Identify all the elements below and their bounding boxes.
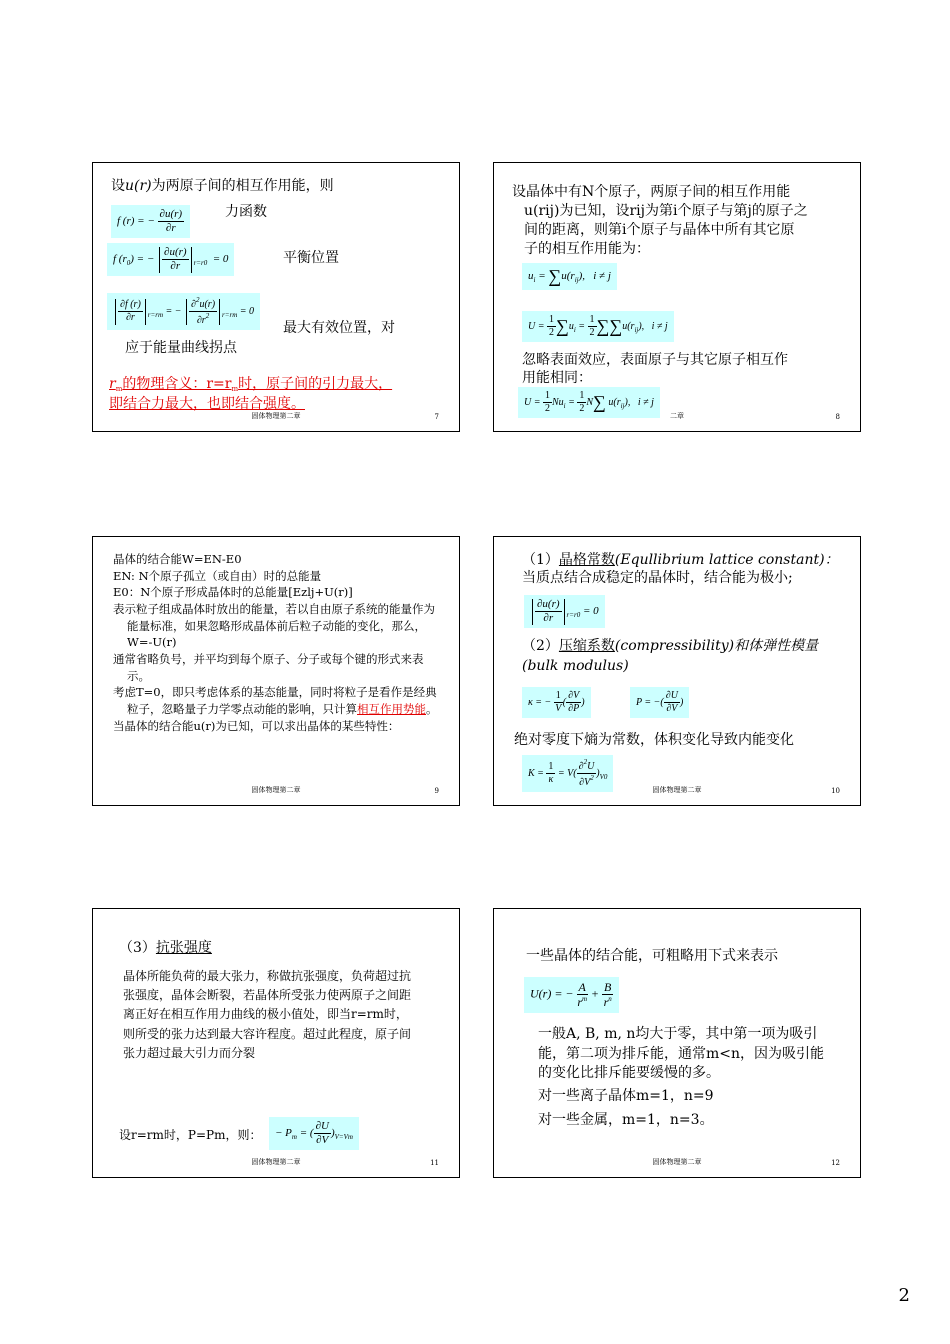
slide8-p2: u(rij)为已知，设rij为第i个原子与第j的原子之: [524, 203, 808, 219]
coefficients-note: 一般A, B, m, n均大于零，其中第一项为吸引能，第二项为排斥能，通常m<n，因为吸引能的变化比排斥能要缓慢的多。: [538, 1026, 825, 1082]
slide-footer: 固体物理第二章: [652, 786, 702, 794]
en-def: EN: N个原子孤立（或自由）时的总能量: [113, 568, 322, 583]
slide-footer: 固体物理第二章: [251, 412, 301, 420]
metal-note: 对一些金属，m=1，n=3。: [538, 1112, 714, 1128]
slide-12: [493, 908, 861, 1178]
slide-10: [493, 536, 861, 806]
binding-energy-def: 晶体的结合能W=EN-E0: [113, 552, 242, 566]
slide-number: 11: [430, 1159, 439, 1167]
total-u-formula: U = $\frac{1}{2}$ $\sum u_i$ = $\frac{1}{2}$ $\sum\sum u(r_{ij})$, i ≠ j: [522, 311, 674, 342]
properties-intro: 当晶体的结合能u(r)为已知，可以求出晶体的某些特性：: [113, 718, 400, 733]
max-force-label: 最大有效位置，对: [283, 320, 395, 336]
slide-footer: 固体物理第二章: [251, 786, 301, 794]
slide-footer: 固体物理第二章: [251, 1158, 301, 1166]
compressibility-heading: （2）压缩系数(compressibility)和体弹性模量: [522, 638, 819, 654]
max-force-label-2: 应于能量曲线拐点: [125, 340, 237, 356]
force-formula: f (r) = − $\frac{\partial u(r)}{\partial r}$: [111, 205, 190, 238]
t0-assumption: 考虑T=0，即只考虑体系的基态能量，同时将粒子是看作是经典粒子，忽略量子力学零点动能的影响，只计算相互作用势能。: [113, 685, 438, 717]
entropy-note: 绝对零度下熵为常数，体积变化导致内能变化: [514, 732, 794, 748]
ui-formula: $u_i = \sum u(r_{ij})$, i ≠ j: [522, 263, 617, 290]
lattice-constant-heading: （1）晶格常数(Equllibrium lattice constant)：: [522, 552, 839, 568]
equilibrium-formula: f $(r_0)$ = − $\frac{\partial u(r)}{\partial r}$ $_{r=r0}$ = 0: [107, 243, 234, 276]
tensile-strength-body: 晶体所能负荷的最大张力，称做抗张强度，负荷超过抗张强度，晶体会断裂，若晶体所受张力使两原子之间距离正好在相互作用力曲线的极小值处，即当r=rm时，则所受的张力达到最大容许程度。超过此程度，原子间张力超过最大引力而分裂: [123, 969, 412, 1060]
slide-9: [92, 536, 460, 806]
bulk-modulus-formula: K = $\frac{1}{\kappa}$ = V( $\frac{\partial^2U}{\partial V^2}$ )$_{V0}$: [522, 755, 613, 792]
slide-7: [92, 162, 460, 432]
slide9-body: [113, 551, 438, 734]
equilibrium-label: 平衡位置: [283, 250, 339, 266]
slide7-intro: 设u(r)为两原子间的相互作用能，则: [111, 178, 334, 194]
binding-energy-formula: U(r) = − $\frac{A}{r^m}$ + $\frac{B}{r^n}$: [524, 977, 619, 1013]
page-number: 2: [898, 1285, 910, 1306]
sign-convention: 通常省略负号，并平均到每个原子、分子或每个键的形式来表示。: [113, 652, 424, 683]
inflection-formula: $\frac{\partial f (r)}{\partial r}$ $_{r=rm}$ = − $\frac{\partial^2u(r)}{\partial r^2}$ $_{r=rm}$ = 0: [107, 293, 260, 330]
slide-8: [493, 162, 861, 432]
slide-number: 10: [831, 787, 840, 795]
tensile-strength-heading: （3）抗张强度: [119, 940, 212, 956]
slide8-p1: 设晶体中有N个原子，两原子间的相互作用能: [512, 184, 791, 200]
physical-meaning-2: 即结合力最大，也即结合强度。: [109, 396, 305, 412]
slide8-p6: 用能相同：: [522, 370, 592, 386]
energy-meaning: 表示粒子组成晶体时放出的能量，若以自由原子系统的能量作为能量标准，如果忽略形成晶体前后粒子动能的变化，那么， W=-U(r): [113, 602, 435, 650]
slide12-intro: 一些晶体的结合能，可粗略用下式来表示: [526, 948, 778, 964]
pressure-formula: P = −( $\frac{\partial U}{\partial V}$ ): [630, 687, 689, 718]
force-label: 力函数: [225, 204, 267, 220]
slide-number: 7: [434, 413, 439, 421]
ionic-crystal-note: 对一些离子晶体m=1，n=9: [538, 1088, 714, 1104]
kappa-formula: κ = − $\frac{1}{V}$ ( $\frac{\partial V}{\partial P}$ ): [522, 687, 591, 718]
u-nu-formula: U = $\frac{1}{2}$ $Nu_i$ = $\frac{1}{2}$ N∑ $u(r_{ij})$, i ≠ j: [518, 387, 660, 418]
tensile-formula: − $P_m$ = ( $\frac{\partial U}{\partial V}$ )$_{V=Vm}$: [269, 1117, 359, 1150]
lattice-formula: $\frac{\partial u(r)}{\partial r}$ $_{r=r0}$ = 0: [524, 595, 605, 628]
slide8-p4: 子的相互作用能为：: [524, 241, 650, 257]
slide-number: 8: [835, 413, 840, 421]
physical-meaning: $r_m$的物理含义：$r=r_m$时，原子间的引力最大，: [109, 376, 393, 393]
slide-footer: 二章: [670, 412, 684, 420]
tensile-condition: 设r=rm时，P=Pm，则：: [119, 1128, 262, 1142]
slide-footer: 固体物理第二章: [652, 1158, 702, 1166]
slide-number: 9: [434, 787, 439, 795]
slide-number: 12: [831, 1159, 840, 1167]
slide8-p5: 忽略表面效应，表面原子与其它原子相互作: [522, 352, 788, 368]
lattice-constant-desc: 当质点结合成稳定的晶体时，结合能为极小;: [522, 570, 793, 586]
bulk-modulus-term: (bulk modulus): [522, 658, 629, 674]
slide8-p3: 间的距离，则第i个原子与晶体中所有其它原: [524, 222, 795, 238]
slide-11: [92, 908, 460, 1178]
e0-def: E0：N个原子形成晶体时的总能量[Ezlj+U(r)]: [113, 585, 353, 600]
